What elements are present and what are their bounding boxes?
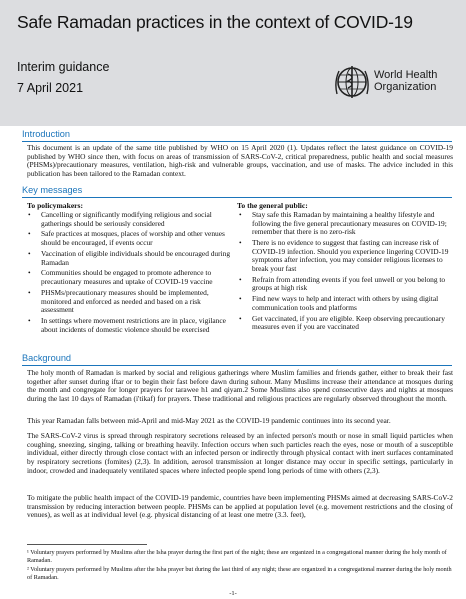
footnote-rule: [27, 544, 147, 545]
policymakers-list: [22, 211, 232, 337]
document-subtitle: Interim guidance: [17, 60, 110, 74]
list-item: • Vaccination of eligible individuals should be encouraged during Ramadan: [28, 248, 231, 267]
footnote-2: ² Voluntary prayers performed by Muslims after the Isha prayer but during the last third of any night; these are organized in a congregational manner during the holy month of Ramadan.: [27, 566, 452, 581]
public-heading: To the general public:: [237, 201, 308, 210]
list-item: • In settings where movement restrictions are in place, vigilance about incidents of domestic violence should be exercised: [28, 316, 226, 334]
key-messages-rule: [22, 197, 452, 198]
background-heading: Background: [22, 353, 72, 363]
list-item: • Find new ways to help and interact with others by using digital communication tools and platforms: [239, 294, 439, 312]
list-item: • Refrain from attending events if you feel unwell or you belong to groups at high risk: [239, 274, 446, 293]
who-logo-line1: World Health: [374, 69, 438, 81]
background-rule: [22, 365, 452, 366]
list-item: • Safe practices at mosques, places of worship and other venues should be encouraged, if events occur: [28, 229, 225, 248]
list-item: • PHSMs/precautionary measures should be implemented, monitored and enforced as needed and based on a risk assessment: [28, 287, 209, 315]
who-emblem-icon: [334, 64, 370, 100]
key-messages-heading: Key messages: [22, 185, 83, 195]
page-number: -1-: [229, 590, 237, 597]
background-paragraph-3: The SARS-CoV-2 virus is spread through respiratory secretions released by an infected person's mouth or nose in small liquid particles when coughing, sneezing, singing, talking or breathing heavily. Infection occurs when such particles reach the eyes, nose or mouth of a susceptible individual, either directly through close contact with an infected person or indirectly through physical contact with inert surfaces contaminated by respiratory secretions (fomites) (2,3). In addition, aerosol transmission at longer distance may occur in specific settings, particularly in indoor, crowded and inadequately ventilated spaces where infected people spend long periods of time with others (2,3).: [27, 431, 453, 475]
policymakers-heading: To policymakers:: [27, 201, 84, 210]
header-banner: [0, 0, 466, 126]
list-item: • Stay safe this Ramadan by maintaining a healthy lifestyle and following the five general precautionary measures on COVID-19; remember that there is no zero-risk: [239, 210, 447, 237]
list-item: • Cancelling or significantly modifying religious and social gatherings should be seriously considered: [28, 210, 212, 228]
who-logo: [334, 64, 458, 104]
list-item: • Get vaccinated, if you are eligible. Keep observing precautionary measures even if you are vaccinated: [239, 313, 445, 332]
background-paragraph-1: The holy month of Ramadan is marked by social and religious gatherings where Muslim families and friends gather, either to break their fast together after sunset during iftar or to begin their fast before dawn during suhour. Many Muslims increase their attendance at mosques during the month and congregate for longer prayers for tarawee h1 and qiyam.2 Some Muslims also spend consecutive days and nights at mosques during the last 10 days of Ramadan (i'tikaf) for prayers. These traditional and religious practices are regularly observed throughout the month.: [27, 368, 453, 404]
intro-heading: Introduction: [22, 129, 71, 139]
document-title: Safe Ramadan practices in the context of COVID-19: [17, 12, 413, 32]
list-item: • There is no evidence to suggest that fasting can increase risk of COVID-19 infection. Should you experience lingering COVID-19 symptoms after infection, you may consider religious licenses to break your fast: [239, 238, 449, 273]
list-item: • Communities should be engaged to promote adherence to precautionary measures and uptake of COVID-19 vaccine: [28, 268, 213, 287]
footnote-1: ¹ Voluntary prayers performed by Muslims after the Isha prayer during the first part of the night; these are organized in a congregational manner during the holy month of Ramadan.: [27, 549, 447, 564]
background-paragraph-4: To mitigate the public health impact of the COVID-19 pandemic, countries have been implementing PHSMs aimed at decreasing SARS-CoV-2 transmission by reducing interaction between people. PHSMs can be applied at population level (e.g. movement restrictions and the closing of venues), as well as at individual level (e.g. physical distancing of at least one metre (3.3. feet),: [27, 493, 453, 520]
who-logo-line2: Organization: [374, 81, 437, 93]
intro-rule: [22, 141, 452, 142]
intro-text: This document is an update of the same title published by WHO on 15 April 2020 (1). Updates reflect the latest guidance on COVID-19 published by WHO since then, with focus on areas of transmission of SARS-CoV-2, critical preparedness, public health and social measures (PHSMs)/precautionary measures, ventilation, high-risk and vulnerable groups, vaccination, and use of masks. The advice included in this publication has been tailored to the Ramadan context.: [27, 143, 453, 179]
background-paragraph-2: This year Ramadan falls between mid-April and mid-May 2021 as the COVID-19 pandemic continues into its second year.: [27, 416, 391, 425]
public-list: [233, 211, 451, 334]
document-date: 7 April 2021: [17, 81, 84, 95]
who-logo-text: [374, 69, 437, 93]
